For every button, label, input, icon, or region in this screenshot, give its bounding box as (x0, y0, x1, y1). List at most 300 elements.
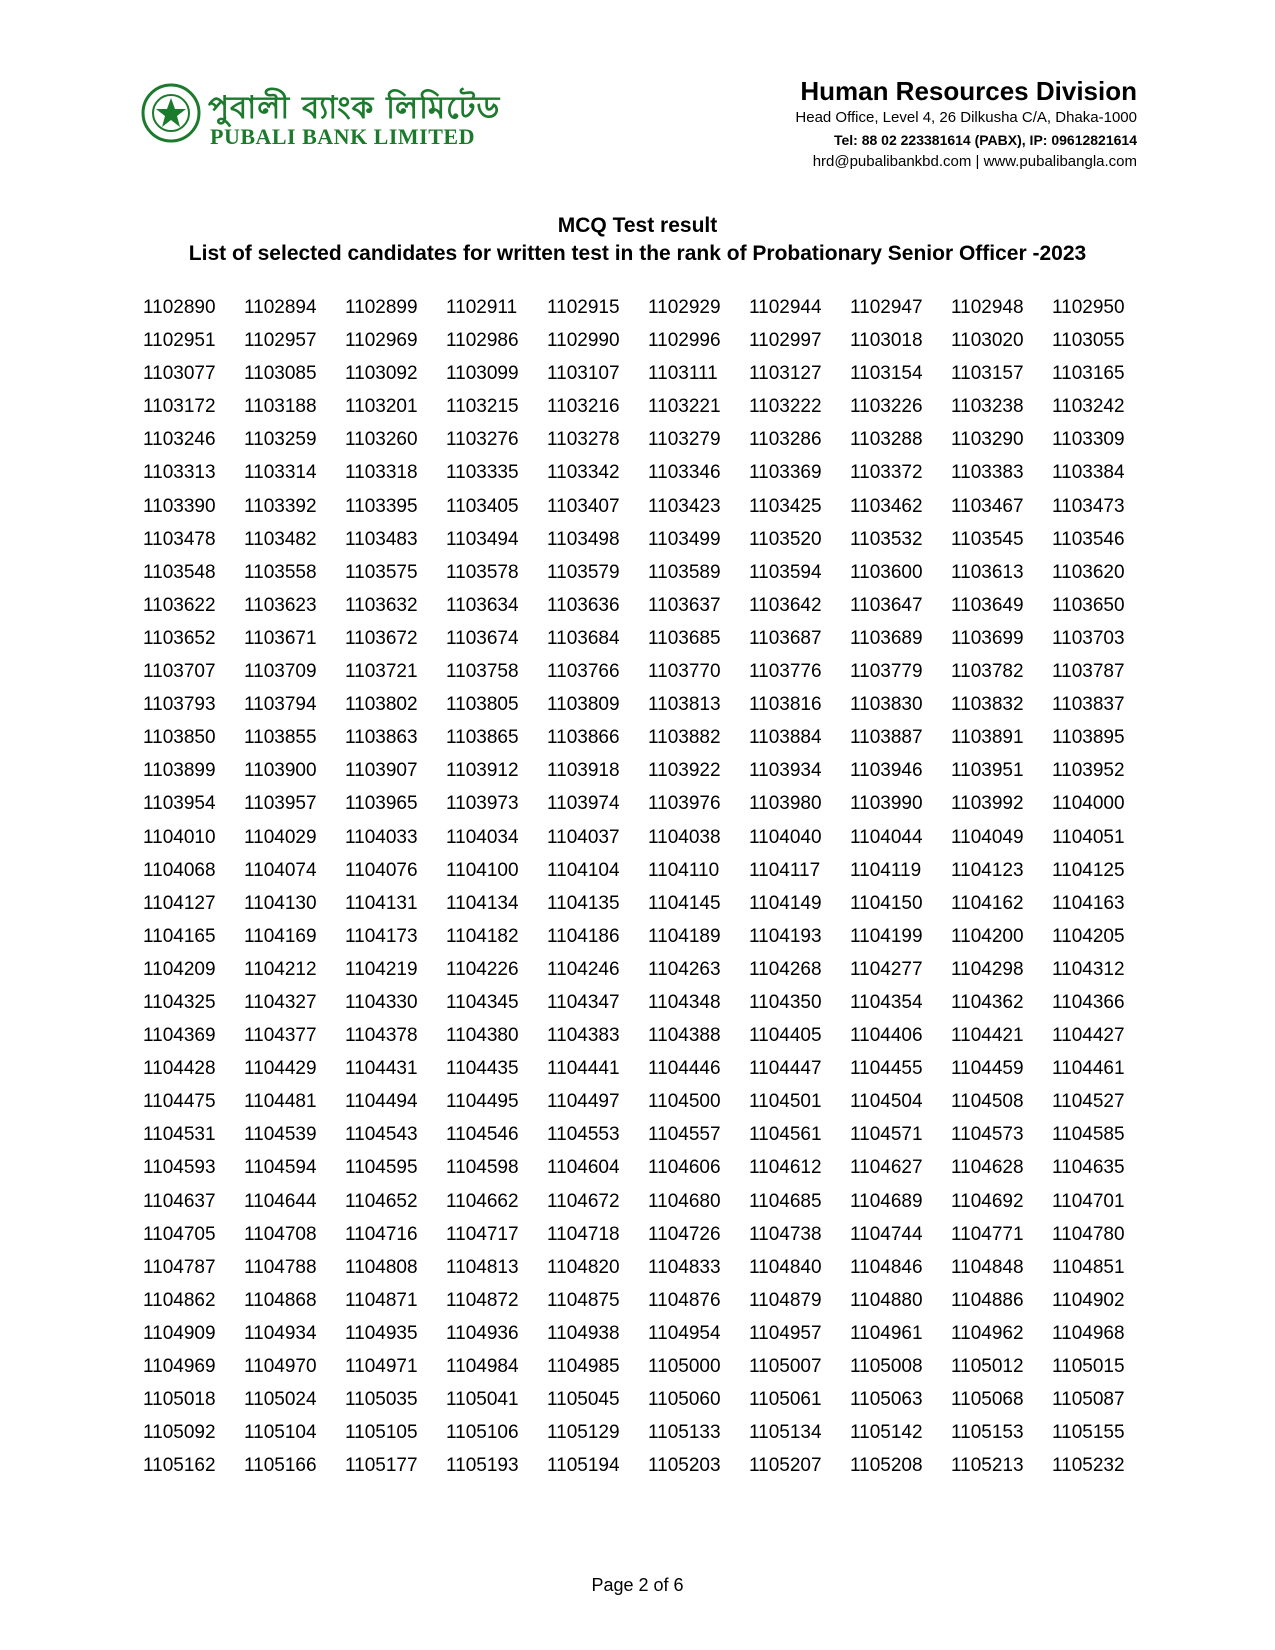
roll-number: 1104820 (547, 1256, 620, 1278)
roll-number: 1103787 (1052, 661, 1125, 683)
roll-number: 1103922 (648, 760, 721, 782)
roll-number: 1103288 (850, 429, 923, 451)
roll-number: 1104984 (446, 1356, 519, 1377)
roll-number: 1102986 (446, 330, 519, 352)
roll-number: 1104369 (143, 1025, 216, 1047)
roll-number: 1104327 (244, 991, 317, 1013)
roll-number: 1103520 (749, 528, 822, 550)
roll-number: 1104076 (345, 859, 418, 881)
roll-number: 1104652 (345, 1190, 418, 1212)
roll-number: 1104193 (749, 925, 822, 947)
roll-number: 1103548 (143, 561, 216, 583)
roll-number: 1103637 (648, 594, 721, 616)
roll-number: 1103802 (345, 694, 418, 716)
roll-number: 1104406 (850, 1025, 923, 1047)
roll-number: 1104127 (143, 892, 216, 914)
roll-number: 1104594 (244, 1157, 317, 1179)
roll-number: 1104546 (446, 1124, 519, 1146)
office-address: Head Office, Level 4, 26 Dilkusha C/A, Dhaka-1000 (795, 109, 1137, 126)
roll-number: 1103636 (547, 594, 620, 616)
roll-number: 1104268 (749, 958, 822, 980)
roll-number: 1103286 (749, 429, 822, 451)
roll-number: 1104173 (345, 925, 418, 947)
roll-number: 1104954 (648, 1322, 721, 1344)
roll-number: 1103188 (244, 396, 317, 418)
roll-number: 1104040 (749, 826, 822, 848)
roll-number: 1105155 (1052, 1422, 1125, 1444)
roll-number: 1104000 (1052, 793, 1125, 815)
roll-number: 1104738 (749, 1223, 822, 1245)
roll-number: 1103099 (446, 363, 519, 385)
roll-number: 1103216 (547, 396, 620, 418)
roll-number: 1103855 (244, 727, 317, 749)
roll-number: 1104495 (446, 1091, 519, 1113)
roll-number: 1103395 (345, 495, 418, 517)
roll-number: 1104125 (1052, 859, 1125, 881)
roll-number: 1104110 (648, 859, 720, 881)
roll-number: 1104405 (749, 1025, 822, 1047)
roll-number: 1104029 (244, 826, 317, 848)
document-titles (0, 212, 1275, 268)
roll-number: 1104627 (850, 1157, 923, 1179)
roll-number: 1103483 (345, 528, 418, 550)
bank-name-bengali: পুবালী ব্যাংক লিমিটেড (208, 90, 501, 126)
roll-number: 1103634 (446, 594, 519, 616)
roll-number: 1103342 (547, 462, 620, 484)
roll-number: 1104145 (648, 892, 721, 914)
email-website-line: hrd@pubalibankbd.com | www.pubalibangla.com (812, 153, 1137, 170)
roll-number: 1104879 (749, 1289, 822, 1311)
roll-number: 1104497 (547, 1091, 620, 1113)
roll-number: 1103165 (1052, 363, 1125, 385)
roll-number: 1104362 (951, 991, 1024, 1013)
roll-number: 1104117 (749, 859, 821, 881)
roll-number: 1103369 (749, 462, 822, 484)
roll-number: 1105092 (143, 1422, 216, 1444)
roll-number: 1104010 (143, 826, 216, 848)
roll-number: 1105134 (749, 1422, 822, 1444)
roll-number: 1104350 (749, 991, 822, 1013)
roll-number: 1104033 (345, 826, 418, 848)
roll-number: 1102899 (345, 297, 418, 318)
roll-number: 1104388 (648, 1025, 721, 1047)
roll-number: 1103632 (345, 594, 418, 616)
roll-number: 1103779 (850, 661, 923, 683)
roll-number: 1105012 (951, 1356, 1024, 1377)
roll-number: 1104366 (1052, 991, 1125, 1013)
roll-number: 1104971 (345, 1356, 418, 1377)
roll-number: 1103309 (1052, 429, 1125, 451)
roll-number: 1104508 (951, 1091, 1024, 1113)
roll-number: 1103776 (749, 661, 822, 683)
roll-number: 1103172 (143, 396, 216, 418)
roll-number: 1104871 (345, 1289, 418, 1311)
roll-number: 1104200 (951, 925, 1024, 947)
roll-number: 1104435 (446, 1058, 519, 1080)
bank-emblem-icon (140, 82, 202, 144)
roll-number: 1104662 (446, 1190, 519, 1212)
roll-number: 1103671 (244, 627, 317, 649)
roll-number: 1104459 (951, 1058, 1024, 1080)
roll-number: 1104119 (850, 859, 922, 881)
roll-number: 1104970 (244, 1356, 317, 1377)
roll-number: 1104716 (345, 1223, 418, 1245)
roll-number: 1104851 (1052, 1256, 1125, 1278)
roll-number: 1103976 (648, 793, 721, 815)
roll-number: 1103600 (850, 561, 923, 583)
roll-number: 1103238 (951, 396, 1024, 418)
roll-number: 1104788 (244, 1256, 317, 1278)
roll-number: 1104604 (547, 1157, 620, 1179)
roll-number: 1102950 (1052, 297, 1125, 318)
roll-number: 1104212 (244, 958, 317, 980)
roll-number: 1104481 (244, 1091, 317, 1113)
roll-number: 1103934 (749, 760, 822, 782)
roll-number: 1104718 (547, 1223, 620, 1245)
roll-number: 1104635 (1052, 1157, 1125, 1179)
roll-number: 1104868 (244, 1289, 317, 1311)
roll-number: 1104571 (850, 1124, 923, 1146)
roll-number: 1102915 (547, 297, 620, 318)
roll-number: 1104909 (143, 1322, 216, 1344)
roll-number: 1104189 (648, 925, 721, 947)
roll-number: 1103992 (951, 793, 1024, 815)
roll-number: 1103594 (749, 561, 822, 583)
roll-number: 1104689 (850, 1190, 923, 1212)
roll-number: 1103882 (648, 727, 721, 749)
roll-number: 1104169 (244, 925, 317, 947)
bank-name-english: PUBALI BANK LIMITED (210, 124, 475, 149)
roll-number: 1104205 (1052, 925, 1125, 947)
roll-number: 1104380 (446, 1025, 519, 1047)
roll-number: 1104330 (345, 991, 418, 1013)
roll-number: 1104935 (345, 1322, 418, 1344)
roll-number: 1103384 (1052, 462, 1125, 484)
roll-number: 1105061 (749, 1389, 822, 1411)
roll-number: 1105060 (648, 1389, 721, 1411)
roll-number: 1103709 (244, 661, 317, 683)
roll-number: 1104875 (547, 1289, 620, 1311)
roll-number: 1103259 (244, 429, 317, 451)
roll-number: 1104447 (749, 1058, 822, 1080)
roll-number: 1103127 (749, 363, 822, 385)
roll-number: 1104162 (951, 892, 1024, 914)
roll-number: 1104961 (850, 1322, 923, 1344)
roll-number: 1104872 (446, 1289, 519, 1311)
roll-number: 1103642 (749, 594, 822, 616)
roll-number: 1105104 (244, 1422, 317, 1444)
roll-number: 1104277 (850, 958, 923, 980)
roll-number: 1104455 (850, 1058, 923, 1080)
roll-number: 1103276 (446, 429, 519, 451)
roll-number: 1103758 (446, 661, 519, 683)
roll-number: 1104034 (446, 826, 519, 848)
roll-number: 1104475 (143, 1091, 216, 1113)
roll-number: 1103973 (446, 793, 519, 815)
roll-number: 1105087 (1052, 1389, 1125, 1411)
roll-number: 1104209 (143, 958, 216, 980)
roll-number: 1104378 (345, 1025, 418, 1047)
roll-number: 1103850 (143, 727, 216, 749)
roll-number: 1103242 (1052, 396, 1125, 418)
roll-number: 1103314 (244, 462, 317, 484)
roll-number: 1103816 (749, 694, 822, 716)
roll-number: 1104585 (1052, 1124, 1125, 1146)
roll-number: 1104557 (648, 1124, 721, 1146)
roll-number: 1104428 (143, 1058, 216, 1080)
roll-number: 1103578 (446, 561, 519, 583)
roll-number: 1104717 (446, 1223, 519, 1245)
roll-number: 1103423 (648, 495, 721, 517)
roll-number: 1104598 (446, 1157, 519, 1179)
roll-number: 1103650 (1052, 594, 1125, 616)
roll-number: 1103020 (951, 330, 1024, 352)
roll-number: 1103154 (850, 363, 923, 385)
roll-number: 1105000 (648, 1356, 721, 1377)
roll-number: 1103805 (446, 694, 519, 716)
roll-number: 1105007 (749, 1356, 822, 1377)
roll-number: 1104074 (244, 859, 317, 881)
roll-number: 1104383 (547, 1025, 620, 1047)
roll-number: 1104595 (345, 1157, 418, 1179)
roll-number: 1103685 (648, 627, 721, 649)
roll-number: 1104593 (143, 1157, 216, 1179)
roll-number: 1103279 (648, 429, 721, 451)
roll-number: 1103809 (547, 694, 620, 716)
roll-number: 1104134 (446, 892, 519, 914)
roll-number: 1104500 (648, 1091, 721, 1113)
roll-number: 1103085 (244, 363, 317, 385)
roll-number: 1104848 (951, 1256, 1024, 1278)
roll-number: 1103672 (345, 627, 418, 649)
roll-number: 1104345 (446, 991, 519, 1013)
roll-number: 1102996 (648, 330, 721, 352)
roll-number: 1103407 (547, 495, 620, 517)
roll-number: 1103482 (244, 528, 317, 550)
roll-number: 1103278 (547, 429, 620, 451)
roll-number: 1102944 (749, 297, 822, 318)
roll-number: 1104186 (547, 925, 620, 947)
telephone-line: Tel: 88 02 223381614 (PABX), IP: 09612821614 (833, 132, 1137, 148)
roll-number: 1103895 (1052, 727, 1125, 749)
roll-number: 1104246 (547, 958, 620, 980)
roll-number: 1104348 (648, 991, 721, 1013)
roll-number: 1104876 (648, 1289, 721, 1311)
roll-number: 1103952 (1052, 760, 1125, 782)
roll-number: 1105018 (143, 1389, 216, 1411)
roll-number: 1104051 (1052, 826, 1125, 848)
roll-number: 1102969 (345, 330, 418, 352)
roll-number: 1104441 (547, 1058, 620, 1080)
roll-number: 1104612 (749, 1157, 822, 1179)
roll-number: 1104692 (951, 1190, 1024, 1212)
roll-number: 1103980 (749, 793, 822, 815)
roll-number: 1103467 (951, 495, 1024, 517)
roll-number: 1104312 (1052, 958, 1125, 980)
roll-number: 1103866 (547, 727, 620, 749)
bank-logo (140, 82, 501, 154)
roll-number: 1103865 (446, 727, 519, 749)
roll-number: 1103077 (143, 363, 216, 385)
roll-number: 1104553 (547, 1124, 620, 1146)
roll-number: 1103405 (446, 495, 519, 517)
roll-number: 1103863 (345, 727, 418, 749)
roll-number: 1104957 (749, 1322, 822, 1344)
roll-number: 1104123 (951, 859, 1024, 881)
roll-number: 1104226 (446, 958, 519, 980)
roll-number: 1104461 (1052, 1058, 1125, 1080)
roll-number: 1104985 (547, 1356, 620, 1377)
document-title: MCQ Test result (557, 214, 718, 237)
roll-number: 1103707 (143, 661, 216, 683)
roll-number: 1103907 (345, 760, 418, 782)
roll-number: 1103899 (143, 760, 216, 782)
roll-number: 1104182 (446, 925, 519, 947)
roll-number: 1103215 (446, 396, 519, 418)
roll-number: 1104833 (648, 1256, 721, 1278)
roll-number: 1105194 (547, 1455, 620, 1477)
roll-number: 1105207 (749, 1455, 822, 1477)
roll-number: 1103699 (951, 627, 1024, 649)
roll-number: 1105162 (143, 1455, 216, 1477)
roll-number: 1104377 (244, 1025, 317, 1047)
roll-number: 1103462 (850, 495, 923, 517)
roll-number: 1103674 (446, 627, 519, 649)
roll-number: 1104431 (345, 1058, 418, 1080)
roll-number: 1103545 (951, 528, 1024, 550)
roll-number: 1104705 (143, 1223, 216, 1245)
roll-number: 1104637 (143, 1190, 216, 1212)
roll-number: 1103689 (850, 627, 923, 649)
roll-number: 1104049 (951, 826, 1024, 848)
roll-number: 1104744 (850, 1223, 923, 1245)
roll-number: 1104199 (850, 925, 923, 947)
roll-number: 1103498 (547, 528, 620, 550)
roll-number: 1103766 (547, 661, 620, 683)
roll-number: 1104628 (951, 1157, 1024, 1179)
roll-number: 1104726 (648, 1223, 721, 1245)
roll-number: 1103832 (951, 694, 1024, 716)
roll-number: 1104708 (244, 1223, 317, 1245)
page-number: Page 2 of 6 (591, 1575, 684, 1595)
roll-number: 1103687 (749, 627, 822, 649)
roll-number: 1104701 (1052, 1190, 1125, 1212)
roll-number: 1103830 (850, 694, 923, 716)
roll-number: 1103579 (547, 561, 620, 583)
roll-number: 1102990 (547, 330, 620, 352)
roll-number: 1103782 (951, 661, 1024, 683)
roll-number: 1103107 (547, 363, 620, 385)
roll-number: 1104263 (648, 958, 721, 980)
roll-number: 1105203 (648, 1455, 721, 1477)
roll-number: 1104938 (547, 1322, 620, 1344)
roll-number: 1103703 (1052, 627, 1125, 649)
roll-number: 1103290 (951, 429, 1024, 451)
roll-number: 1103954 (143, 793, 216, 815)
roll-number: 1104038 (648, 826, 721, 848)
roll-number: 1104606 (648, 1157, 721, 1179)
roll-number: 1103221 (648, 396, 721, 418)
roll-number: 1103318 (345, 462, 418, 484)
roll-number: 1103957 (244, 793, 317, 815)
roll-number: 1103532 (850, 528, 923, 550)
roll-number: 1105024 (244, 1389, 317, 1411)
roll-number: 1103575 (345, 561, 418, 583)
roll-number: 1103770 (648, 661, 721, 683)
roll-number: 1104543 (345, 1124, 418, 1146)
roll-number: 1102947 (850, 297, 923, 318)
roll-number: 1103372 (850, 462, 923, 484)
roll-number: 1104150 (850, 892, 923, 914)
roll-number: 1103900 (244, 760, 317, 782)
roll-number: 1105068 (951, 1389, 1024, 1411)
roll-number: 1103546 (1052, 528, 1125, 550)
roll-number: 1104573 (951, 1124, 1024, 1146)
roll-number: 1103055 (1052, 330, 1125, 352)
roll-number: 1104962 (951, 1322, 1024, 1344)
roll-number: 1103623 (244, 594, 317, 616)
roll-number: 1103965 (345, 793, 418, 815)
roll-number: 1104527 (1052, 1091, 1125, 1113)
roll-number: 1104135 (547, 892, 620, 914)
roll-number: 1104130 (244, 892, 317, 914)
roll-number: 1103684 (547, 627, 620, 649)
roll-number: 1103912 (446, 760, 519, 782)
roll-number: 1104680 (648, 1190, 721, 1212)
roll-number: 1104219 (345, 958, 418, 980)
roll-number: 1104672 (547, 1190, 620, 1212)
roll-number: 1104787 (143, 1256, 216, 1278)
roll-number: 1104165 (143, 925, 216, 947)
roll-number: 1104685 (749, 1190, 822, 1212)
roll-number: 1103346 (648, 462, 721, 484)
roll-number: 1103951 (951, 760, 1024, 782)
roll-number: 1104501 (749, 1091, 822, 1113)
roll-number: 1102997 (749, 330, 822, 352)
roll-number: 1103887 (850, 727, 923, 749)
roll-number: 1103974 (547, 793, 620, 815)
document-subtitle: List of selected candidates for written test in the rank of Probationary Senior Officer -2023 (188, 242, 1087, 265)
roll-number: 1104968 (1052, 1322, 1125, 1344)
roll-number: 1103946 (850, 760, 923, 782)
roll-number: 1105041 (446, 1389, 519, 1411)
roll-number: 1104813 (446, 1256, 519, 1278)
roll-number: 1104446 (648, 1058, 721, 1080)
roll-number: 1104886 (951, 1289, 1024, 1311)
roll-number: 1102929 (648, 297, 721, 318)
roll-number: 1104840 (749, 1256, 822, 1278)
roll-number: 1103222 (749, 396, 822, 418)
roll-number: 1103589 (648, 561, 721, 583)
roll-number: 1104131 (345, 892, 418, 914)
roll-number: 1104936 (446, 1322, 519, 1344)
roll-number: 1104429 (244, 1058, 317, 1080)
roll-number: 1103111 (648, 363, 718, 385)
roll-number: 1104494 (345, 1091, 418, 1113)
roll-number: 1104808 (345, 1256, 418, 1278)
roll-number: 1103794 (244, 694, 317, 716)
roll-number: 1103226 (850, 396, 923, 418)
roll-number: 1102951 (143, 330, 216, 352)
roll-number: 1103613 (951, 561, 1024, 583)
roll-number: 1103494 (446, 528, 519, 550)
roll-number: 1105166 (244, 1455, 317, 1477)
roll-number: 1104068 (143, 859, 216, 881)
roll-number: 1103793 (143, 694, 216, 716)
roll-number: 1104427 (1052, 1025, 1125, 1047)
roll-number: 1105153 (951, 1422, 1024, 1444)
roll-number: 1104862 (143, 1289, 216, 1311)
